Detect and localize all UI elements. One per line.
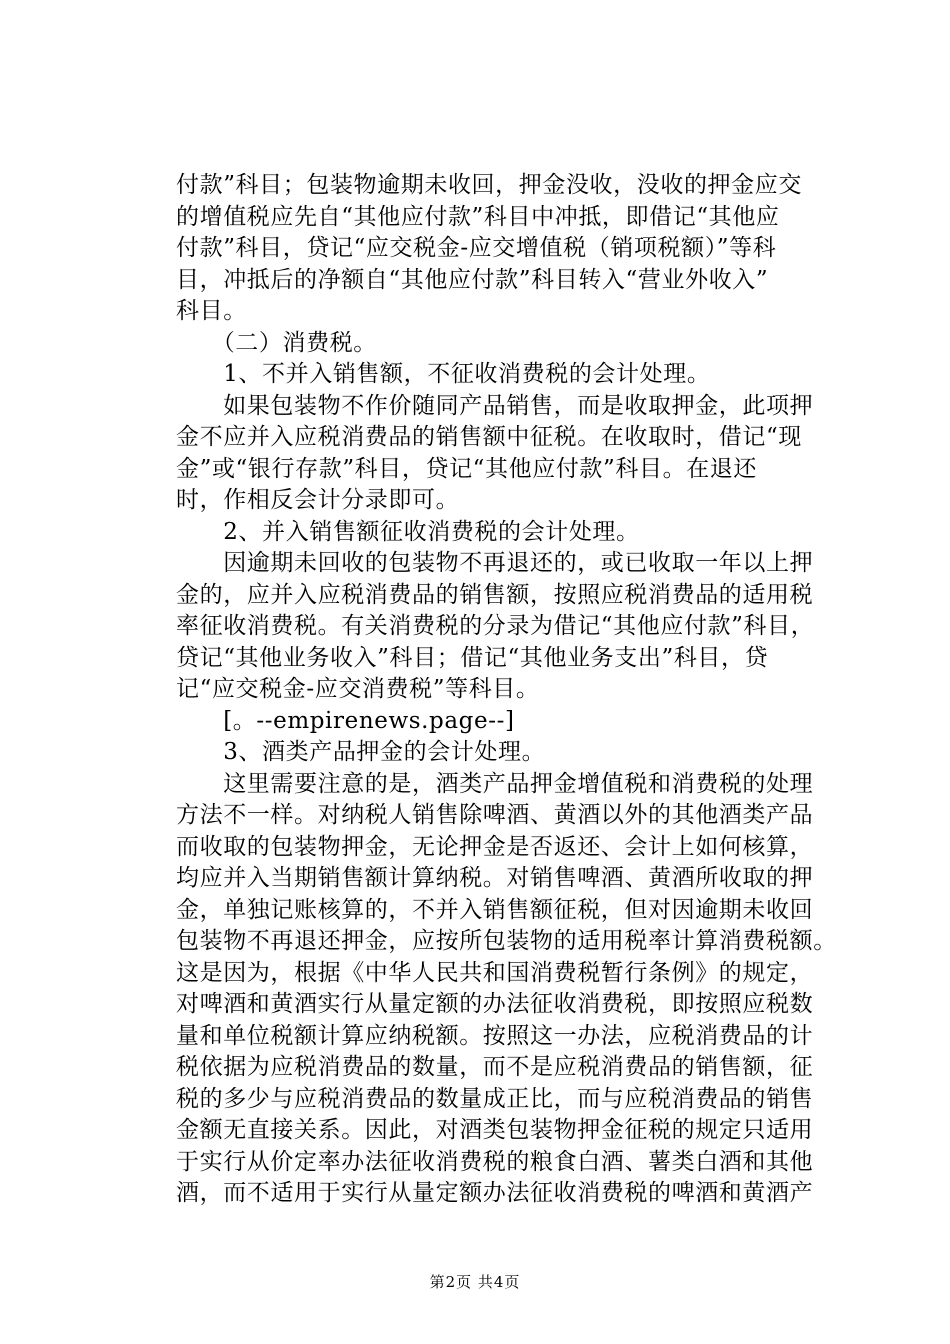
text-line: 金的，应并入应税消费品的销售额，按照应税消费品的适用税 [176, 581, 814, 608]
text-line: 目，冲抵后的净额自“其他应付款”科目转入“营业外收入” [176, 266, 769, 293]
page-break-marker: [。--empirenews.page--] [176, 707, 515, 734]
text-line: 科目。 [176, 298, 247, 324]
text-line: 税的多少与应税消费品的数量成正比，而与应税消费品的销售 [176, 1085, 814, 1112]
text-line: 于实行从价定率办法征收消费税的粮食白酒、薯类白酒和其他 [176, 1148, 814, 1175]
text-line: 付款”科目；包装物逾期未收回，押金没收，没收的押金应交 [176, 172, 802, 198]
text-line: 的增值税应先自“其他应付款”科目中冲抵，即借记“其他应 [176, 203, 780, 230]
text-line: 包装物不再退还押金，应按所包装物的适用税率计算消费税额。 [176, 928, 837, 954]
text-line: 量和单位税额计算应纳税额。按照这一办法，应税消费品的计 [176, 1022, 814, 1049]
text-line: 金额无直接关系。因此，对酒类包装物押金征税的规定只适用 [176, 1117, 814, 1143]
text-line: 而收取的包装物押金，无论押金是否返还、会计上如何核算， [176, 833, 814, 860]
text-line: 税依据为应税消费品的数量，而不是应税消费品的销售额，征 [176, 1054, 814, 1080]
subsection-heading: 2、并入销售额征收消费税的会计处理。 [176, 518, 640, 545]
page-footer [0, 1271, 950, 1292]
text-line: 酒，而不适用于实行从量定额办法征收消费税的啤酒和黄酒产 [176, 1180, 814, 1206]
page-number-indicator: 第2页 共4页 [429, 1273, 521, 1291]
text-line: 因逾期未回收的包装物不再退还的，或已收取一年以上押 [176, 550, 814, 576]
text-line: 金”或“银行存款”科目，贷记“其他应付款”科目。在退还 [176, 455, 757, 482]
document-body [176, 170, 836, 1210]
text-line: 这是因为，根据《中华人民共和国消费税暂行条例》的规定， [176, 959, 814, 986]
text-line: 方法不一样。对纳税人销售除啤酒、黄酒以外的其他酒类产品 [176, 802, 814, 828]
section-heading: （二）消费税。 [176, 329, 377, 356]
text-line: 贷记“其他业务收入”科目；借记“其他业务支出”科目，贷 [176, 644, 769, 671]
subsection-heading: 1、不并入销售额，不征收消费税的会计处理。 [176, 361, 711, 387]
text-line: 均应并入当期销售额计算纳税。对销售啤酒、黄酒所收取的押 [176, 865, 814, 891]
text-line: 率征收消费税。有关消费税的分录为借记“其他应付款”科目， [176, 613, 815, 639]
text-line: 对啤酒和黄酒实行从量定额的办法征收消费税，即按照应税数 [176, 991, 814, 1017]
text-line: 如果包装物不作价随同产品销售，而是收取押金，此项押 [176, 392, 814, 419]
text-line: 这里需要注意的是，酒类产品押金增值税和消费税的处理 [176, 770, 814, 797]
text-line: 付款”科目，贷记“应交税金-应交增值税（销项税额）”等科 [176, 235, 777, 261]
text-line: 时，作相反会计分录即可。 [176, 487, 460, 513]
text-line: 金，单独记账核算的，不并入销售额征税，但对因逾期未收回 [176, 896, 814, 923]
text-line: 金不应并入应税消费品的销售额中征税。在收取时，借记“现 [176, 424, 802, 450]
text-line: 记“应交税金-应交消费税”等科目。 [176, 676, 540, 702]
subsection-heading: 3、酒类产品押金的会计处理。 [176, 739, 546, 765]
